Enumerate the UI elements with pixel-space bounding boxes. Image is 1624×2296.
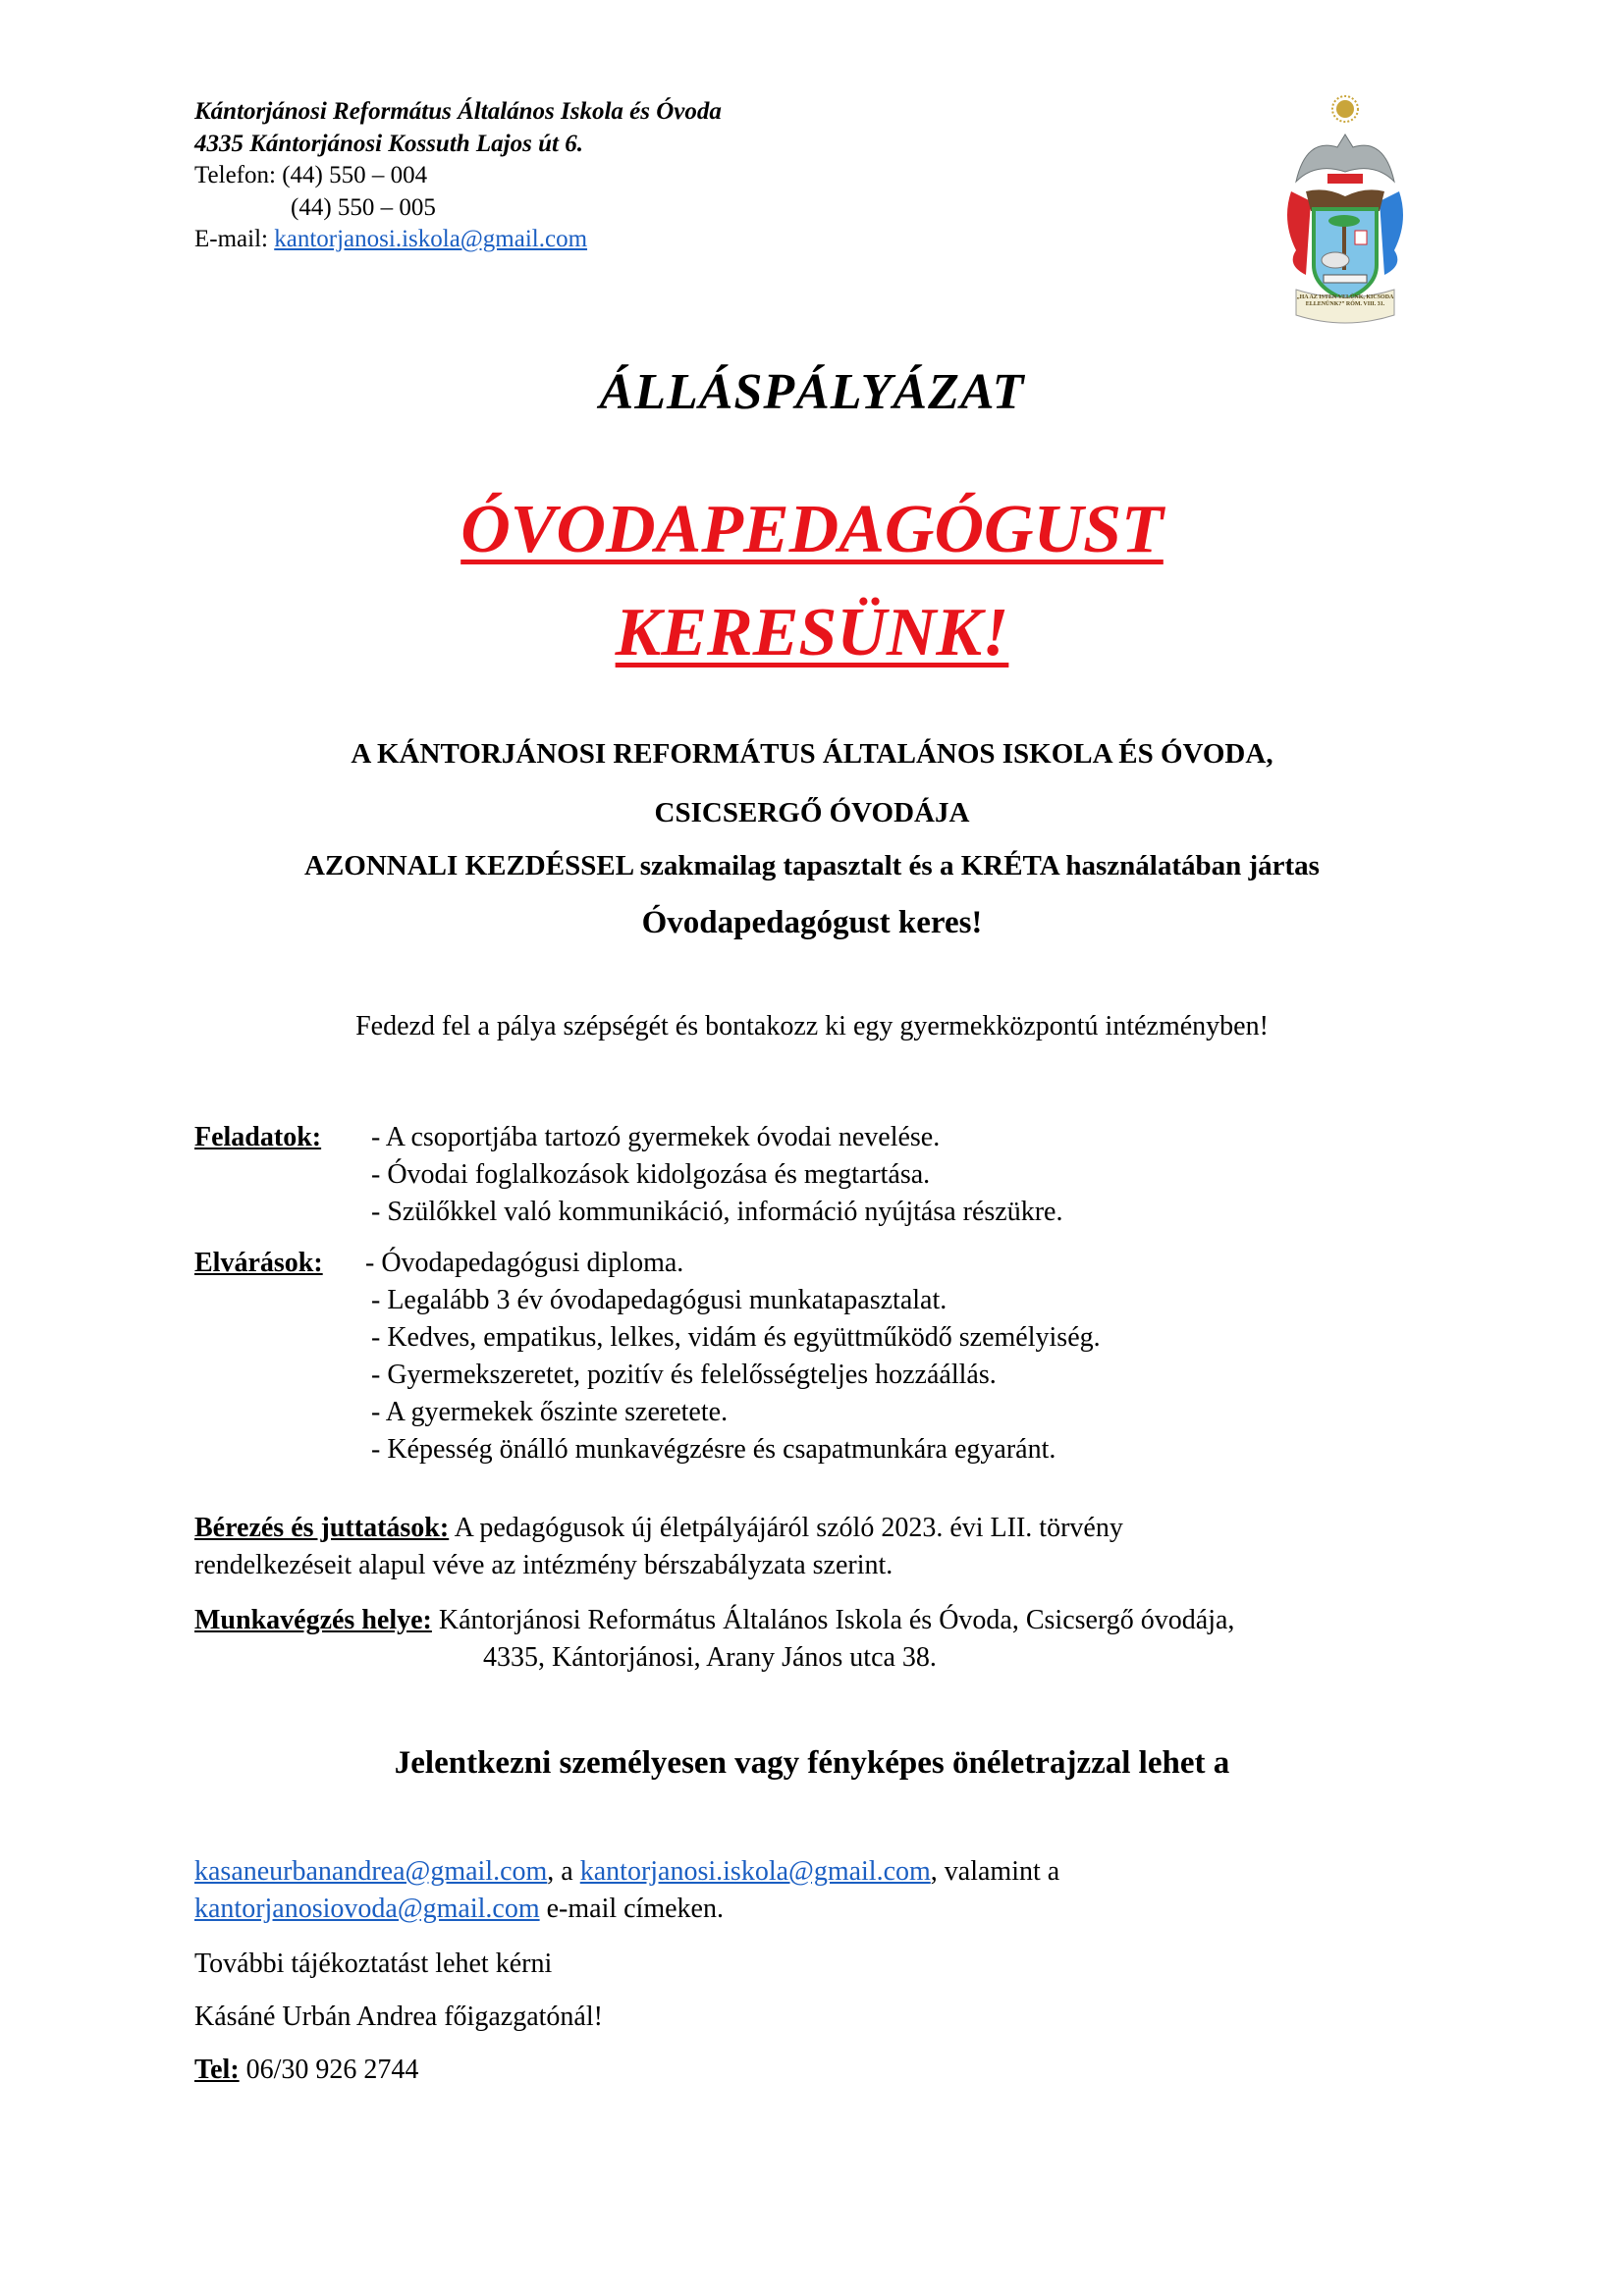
palm-tree-icon (1328, 215, 1360, 227)
tasks-section (194, 1119, 321, 1156)
sun-icon (1332, 96, 1358, 122)
headline-line-1: ÓVODAPEDAGÓGUST (460, 492, 1164, 567)
info-line-1: További tájékoztatást lehet kérni (194, 1949, 553, 1979)
requirements-label: Elvárások: (194, 1248, 323, 1278)
tasks-label: Feladatok: (194, 1122, 322, 1152)
lamb-icon (1322, 252, 1349, 268)
task-item: - Szülőkkel való kommunikáció, információ nyújtása részükre. (371, 1197, 1063, 1227)
start-immediately: AZONNALI KEZDÉSSEL (304, 850, 633, 881)
intro-line-2: CSICSERGŐ ÓVODÁJA (654, 797, 970, 828)
mantling-left (1287, 191, 1311, 275)
email-separator: , valamint a (930, 1856, 1060, 1887)
task-item: - Óvodai foglalkozások kidolgozása és megtartása. (371, 1159, 931, 1190)
apply-heading: Jelentkezni személyesen vagy fényképes önéletrajzzal lehet a (394, 1745, 1230, 1781)
requirements-list (365, 1245, 1101, 1468)
workplace-text-2: 4335, Kántorjánosi, Arany János utca 38. (483, 1642, 937, 1673)
intro-line-4: Óvodapedagógust keres! (641, 905, 983, 940)
school-email-link[interactable]: kantorjanosi.iskola@gmail.com (274, 226, 588, 252)
email-separator: , a (547, 1856, 580, 1887)
salary-label: Bérezés és juttatások: (194, 1513, 450, 1543)
apply-emails (194, 1853, 1471, 1928)
salary-section (194, 1510, 1451, 1584)
email-line (194, 224, 722, 256)
intro-text-a: szakmailag tapasztalt és a (632, 850, 961, 881)
document-title: ÁLLÁSPÁLYÁZAT (599, 364, 1025, 420)
salary-text-1: A pedagógusok új életpályájáról szóló 2023. évi LII. törvény (449, 1513, 1123, 1543)
headline-line-2: KERESÜNK! (615, 595, 1009, 670)
crest-motto: „HA AZ ISTEN VELÜNK, KICSODA ELLENÜNK?” RÓM. VIII. 31. (1296, 294, 1394, 307)
email-label: E-mail: (194, 226, 268, 252)
requirement-item: - A gyermekek őszinte szeretete. (371, 1397, 729, 1427)
task-item: - A csoportjába tartozó gyermekek óvodai nevelése. (371, 1122, 941, 1152)
email-link-school[interactable]: kantorjanosi.iskola@gmail.com (579, 1856, 931, 1887)
workplace-section (194, 1602, 1471, 1677)
intro-text-b: használatában jártas (1058, 850, 1320, 881)
requirement-item: - Kedves, empatikus, lelkes, vidám és együttműködő személyiség. (371, 1322, 1101, 1353)
requirement-item: - Képesség önálló munkavégzésre és csapatmunkára egyaránt. (371, 1434, 1056, 1465)
workplace-label: Munkavégzés helye: (194, 1605, 432, 1635)
intro-line-3 (0, 850, 1624, 882)
crown-flame (1327, 174, 1363, 184)
requirement-item: - Óvodapedagógusi diploma. (365, 1248, 684, 1278)
tasks-list (371, 1119, 1062, 1231)
kreta-label: KRÉTA (960, 850, 1059, 881)
phone-label: Telefon: (194, 162, 276, 188)
mantling-right (1380, 191, 1403, 275)
requirement-item: - Gyermekszeretet, pozitív és felelősségteljes hozzáállás. (371, 1360, 997, 1390)
email-link-kindergarten[interactable]: kantorjanosiovoda@gmail.com (194, 1894, 540, 1924)
phone-line-1 (194, 160, 722, 192)
school-crest-logo (1276, 93, 1414, 329)
letterhead (194, 96, 722, 256)
school-address: 4335 Kántorjánosi Kossuth Lajos út 6. (194, 130, 583, 157)
flag-icon (1355, 231, 1367, 244)
info-line-2: Kásáné Urbán Andrea főigazgatónál! (194, 2002, 603, 2032)
tel-number: 06/30 926 2744 (239, 2055, 419, 2085)
salary-text-2: rendelkezéseit alapul véve az intézmény bérszabályzata szerint. (194, 1550, 893, 1580)
email-link-director[interactable]: kasaneurbanandrea@gmail.com (194, 1856, 548, 1887)
school-name: Kántorjánosi Református Általános Iskola és Óvoda (194, 98, 722, 125)
tagline: Fedezd fel a pálya szépségét és bontakozz ki egy gyermekközpontú intézményben! (355, 1011, 1269, 1041)
requirements-section (194, 1245, 323, 1282)
book-icon (1324, 275, 1367, 283)
phone-number-1: (44) 550 – 004 (282, 162, 428, 188)
tel-label: Tel: (194, 2055, 240, 2085)
requirement-item: - Legalább 3 év óvodapedagógusi munkatapasztalat. (371, 1285, 947, 1315)
email-suffix: e-mail címeken. (539, 1894, 724, 1924)
intro-line-1: A KÁNTORJÁNOSI REFORMÁTUS ÁLTALÁNOS ISKOLA ÉS ÓVODA, (351, 738, 1273, 770)
phone-number-2: (44) 550 – 005 (291, 193, 436, 221)
workplace-text-1: Kántorjánosi Református Általános Iskola és Óvoda, Csicsergő óvodája, (431, 1605, 1235, 1635)
tel-line (194, 2052, 418, 2089)
